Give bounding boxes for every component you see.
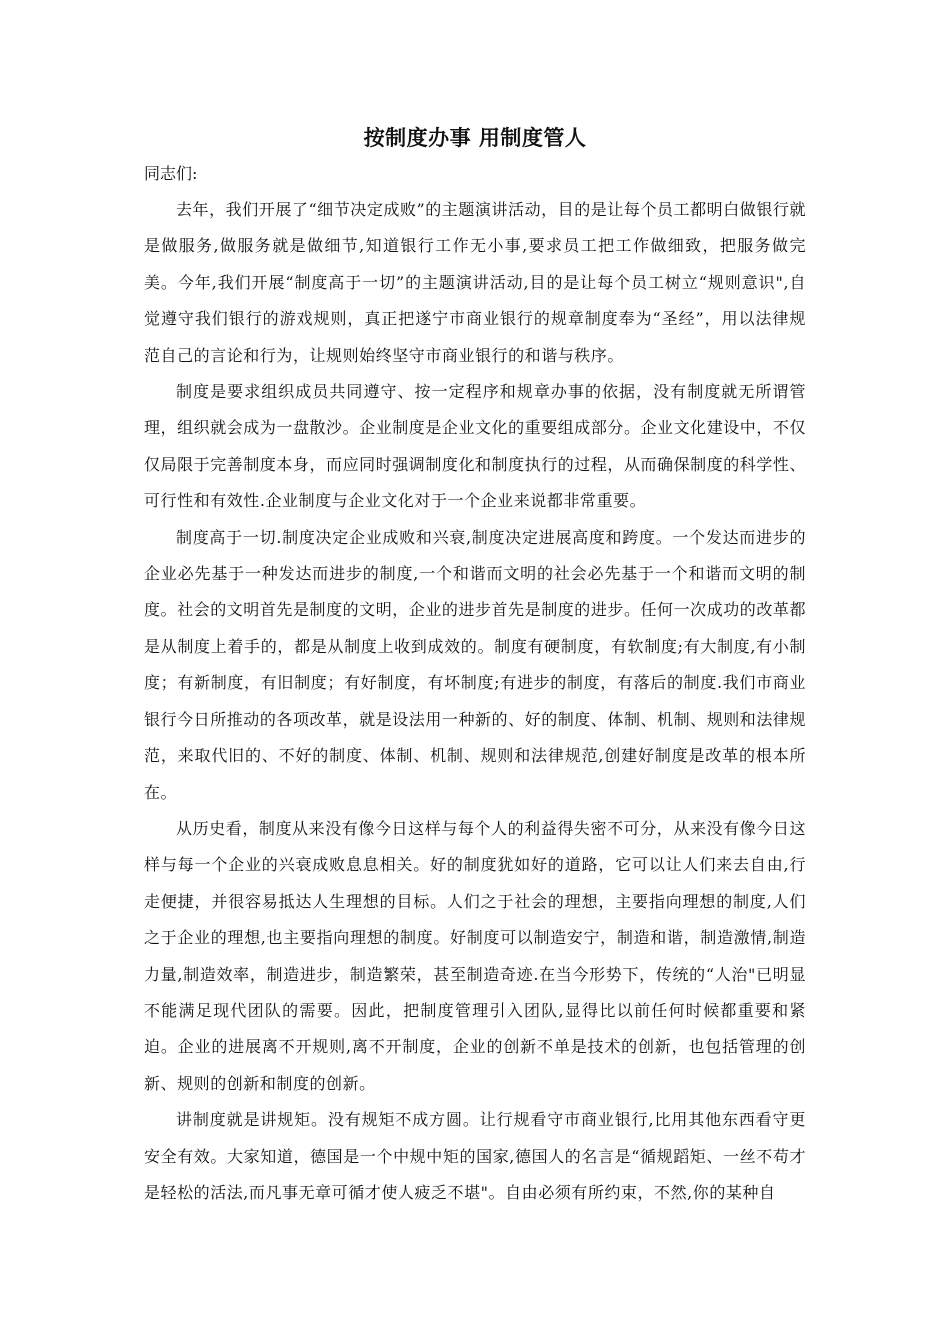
paragraph: 从历史看，制度从来没有像今日这样与每个人的利益得失密不可分，从来没有像今日这样与每一个企业的兴衰成败息息相关。好的制度犹如好的道路，它可以让人们来去自由,行走便捷，并很容易抵达人生理想的目标。人们之于社会的理想，主要指向理想的制度,人们之于企业的理想,也主要指向理想的制度。好制度可以制造安宁，制造和谐，制造激情,制造力量,制造效率，制造进步，制造繁荣，甚至制造奇迹.在当今形势下，传统的“人治"已明显不能满足现代团队的需要。因此，把制度管理引入团队,显得比以前任何时候都重要和紧迫。企业的进展离不开规则,离不开制度，企业的创新不单是技术的创新，也包括管理的创新、规则的创新和制度的创新。 — [144, 818, 806, 1093]
document-body — [144, 192, 806, 1211]
paragraph: 去年，我们开展了“细节决定成败”的主题演讲活动，目的是让每个员工都明白做银行就是做服务,做服务就是做细节,知道银行工作无小事,要求员工把工作做细致，把服务做完美。今年,我们开展“制度高于一切”的主题演讲活动,目的是让每个员工树立“规则意识",自觉遵守我们银行的游戏规则，真正把遂宁市商业银行的规章制度奉为“圣经”，用以法律规范自己的言论和行为，让规则始终坚守市商业银行的和谐与秩序。 — [144, 200, 806, 365]
salutation: 同志们: — [144, 164, 198, 183]
paragraph: 制度高于一切.制度决定企业成败和兴衰,制度决定进展高度和跨度。一个发达而进步的企业必先基于一种发达而进步的制度,一个和谐而文明的社会必先基于一个和谐而文明的制度。社会的文明首先是制度的文明，企业的进步首先是制度的进步。任何一次成功的改革都是从制度上着手的，都是从制度上收到成效的。制度有硬制度，有软制度;有大制度,有小制度；有新制度，有旧制度；有好制度，有坏制度;有进步的制度，有落后的制度.我们市商业银行今日所推动的各项改革，就是设法用一种新的、好的制度、体制、机制、规则和法律规范，来取代旧的、不好的制度、体制、机制、规则和法律规范,创建好制度是改革的根本所在。 — [144, 527, 807, 802]
paragraph: 讲制度就是讲规矩。没有规矩不成方圆。让行规看守市商业银行,比用其他东西看守更安全有效。大家知道，德国是一个中规中矩的国家,德国人的名言是“循规蹈矩、一丝不苟才是轻松的活法,而凡事无章可循才使人疲乏不堪"。自由必须有所约束，不然,你的某种自 — [144, 1110, 806, 1202]
paragraph: 制度是要求组织成员共同遵守、按一定程序和规章办事的依据，没有制度就无所谓管理，组织就会成为一盘散沙。企业制度是企业文化的重要组成部分。企业文化建设中，不仅仅局限于完善制度本身，而应同时强调制度化和制度执行的过程，从而确保制度的科学性、可行性和有效性.企业制度与企业文化对于一个企业来说都非常重要。 — [144, 382, 807, 511]
document-title: 按制度办事 用制度管人 — [363, 125, 587, 150]
